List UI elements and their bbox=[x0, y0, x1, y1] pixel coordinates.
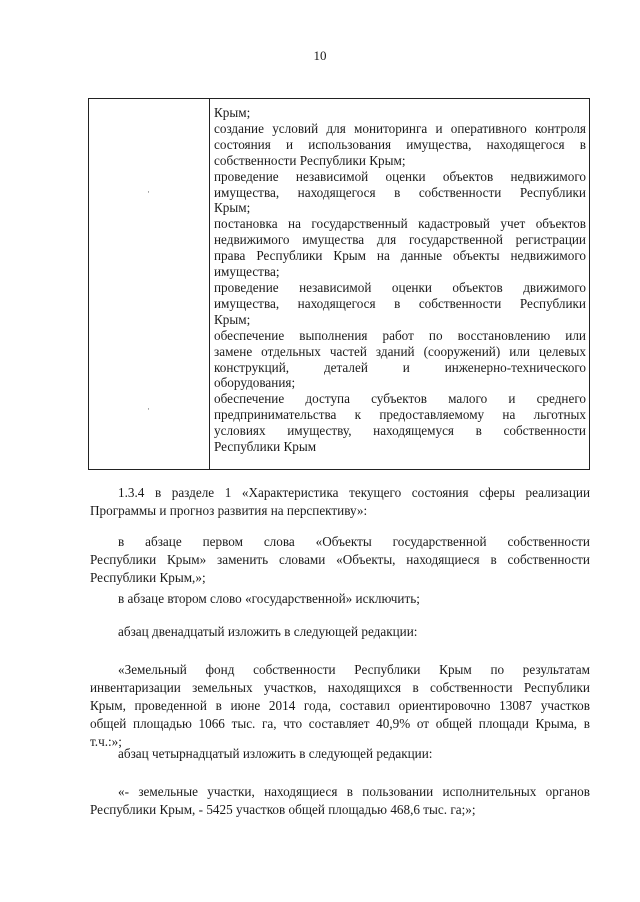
table-cell-line: недвижимого имущества для государственной регистрации bbox=[214, 232, 586, 248]
program-table bbox=[88, 98, 590, 470]
table-cell-line: Крым; bbox=[214, 311, 251, 327]
table-cell-line: проведение независимой оценки объектов недвижимого bbox=[214, 168, 586, 184]
scan-speck: · bbox=[147, 187, 150, 197]
paragraph-line: «Земельный фонд собственности Республики Крым по результатам bbox=[118, 662, 590, 677]
paragraph-line: Республики Крым, - 5425 участков общей площадью 468,6 тыс. га;»; bbox=[90, 802, 476, 817]
table-cell-line: условиях имуществу, находящемуся в собственности bbox=[214, 423, 586, 439]
paragraph bbox=[90, 783, 590, 819]
paragraph-line: 1.3.4 в разделе 1 «Характеристика текущего состояния сферы реализации bbox=[118, 485, 590, 500]
table-cell-line: имущества; bbox=[214, 264, 280, 280]
paragraph bbox=[90, 661, 590, 751]
paragraph bbox=[90, 484, 590, 520]
table-cell-line: обеспечение выполнения работ по восстановлению или bbox=[214, 327, 586, 343]
paragraph-line: абзац двенадцатый изложить в следующей редакции: bbox=[118, 624, 418, 639]
paragraph-line: в абзаце втором слово «государственной» исключить; bbox=[118, 591, 420, 606]
table-cell-line: Республики Крым bbox=[214, 439, 317, 455]
table-left-column bbox=[89, 99, 210, 469]
paragraph-line: Республики Крым,»; bbox=[90, 570, 206, 585]
table-cell-line: замене отдельных частей зданий (сооружений) или целевых bbox=[214, 343, 586, 359]
table-cell-line: конструкций, деталей и инженерно-технического bbox=[214, 359, 586, 375]
scan-speck: · bbox=[147, 404, 150, 414]
table-cell-line: состояния и использования имущества, находящегося в bbox=[214, 136, 586, 152]
table-cell-line: создание условий для мониторинга и оперативного контроля bbox=[214, 120, 586, 136]
paragraph-line: т.ч.:»; bbox=[90, 734, 122, 749]
paragraph-line: «- земельные участки, находящиеся в пользовании исполнительных органов bbox=[118, 784, 590, 799]
table-cell-line: имущества, находящегося в собственности Республики bbox=[214, 295, 586, 311]
page-number: 10 bbox=[313, 48, 327, 63]
paragraph-line: общей площадью 1066 тыс. га, что составляет 40,9% от общей площади Крыма, в bbox=[90, 716, 590, 731]
paragraph bbox=[90, 533, 590, 587]
table-cell-line: собственности Республики Крым; bbox=[214, 152, 406, 168]
paragraph-line: Республики Крым» заменить словами «Объекты, находящиеся в собственности bbox=[90, 552, 590, 567]
table-cell-line: Крым; bbox=[214, 105, 251, 120]
paragraph-line: в абзаце первом слова «Объекты государственной собственности bbox=[118, 534, 590, 549]
table-cell-line: обеспечение доступа субъектов малого и среднего bbox=[214, 391, 586, 407]
paragraph bbox=[90, 623, 590, 641]
table-cell-line: права Республики Крым на данные объекты недвижимого bbox=[214, 248, 586, 264]
table-cell-line: постановка на государственный кадастровый учет объектов bbox=[214, 216, 586, 232]
paragraph-line: инвентаризации земельных участков, находящихся в собственности Республики bbox=[90, 680, 590, 695]
table-cell-line: имущества, находящегося в собственности Республики bbox=[214, 184, 586, 200]
table-cell-line: предпринимательства к предоставляемому на льготных bbox=[214, 407, 586, 423]
table-cell-line: проведение независимой оценки объектов движимого bbox=[214, 279, 586, 295]
paragraph-line: Крым, проведенной в июне 2014 года, составил ориентировочно 13087 участков bbox=[90, 698, 590, 713]
table-cell-line: Крым; bbox=[214, 200, 251, 216]
table-cell-line: оборудования; bbox=[214, 375, 296, 391]
table-right-column bbox=[210, 99, 589, 469]
paragraph bbox=[90, 745, 590, 763]
paragraph-line: абзац четырнадцатый изложить в следующей редакции: bbox=[118, 746, 433, 761]
paragraph bbox=[90, 590, 590, 608]
paragraph-line: Программы и прогноз развития на перспективу»: bbox=[90, 503, 368, 518]
